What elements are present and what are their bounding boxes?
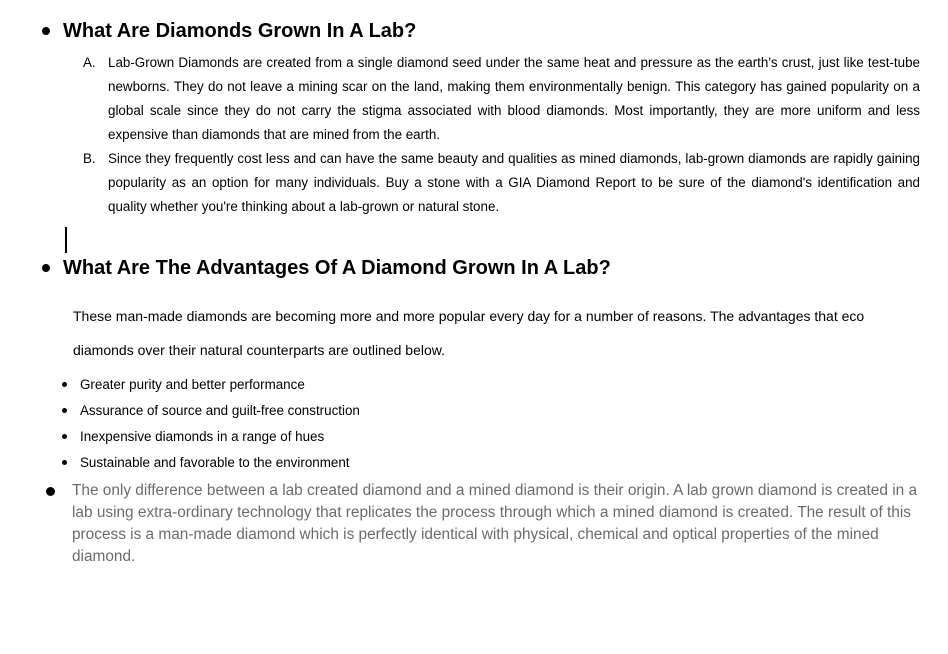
intro-paragraph[interactable] xyxy=(73,299,920,367)
heading-bullet-icon xyxy=(42,27,50,35)
advantage-text[interactable]: Inexpensive diamonds in a range of hues xyxy=(80,429,325,444)
list-item-a-label: A. xyxy=(83,55,96,70)
list-item-b-text[interactable]: Since they frequently cost less and can have the same beauty and qualities as mined diamonds, lab-grown diamonds are rapidly gaining popularity as an option for many individuals. Buy a stone with a GIA Diamond Report to be sure of the diamond's identification and quality whether you're thinking about a lab-grown or natural stone. xyxy=(108,151,920,214)
bullet-icon xyxy=(62,434,67,439)
section2-heading-row xyxy=(42,256,920,280)
advantage-text[interactable]: Assurance of source and guilt-free construction xyxy=(80,403,360,418)
text-cursor-caret xyxy=(65,227,67,253)
note-row xyxy=(42,480,920,568)
list-item xyxy=(42,424,920,450)
empty-line[interactable] xyxy=(42,227,920,253)
advantage-text[interactable]: Sustainable and favorable to the environment xyxy=(80,455,350,470)
heading-bullet-icon xyxy=(42,264,50,272)
bullet-icon xyxy=(62,382,67,387)
list-item xyxy=(42,372,920,398)
list-item-a xyxy=(42,51,920,147)
bullet-icon xyxy=(62,408,67,413)
intro-line-2: diamonds over their natural counterparts are outlined below. xyxy=(73,342,445,358)
section2-heading[interactable]: What Are The Advantages Of A Diamond Grown In A Lab? xyxy=(63,257,611,279)
advantage-text[interactable]: Greater purity and better performance xyxy=(80,377,305,392)
advantages-list xyxy=(42,372,920,476)
list-item-b-label: B. xyxy=(83,151,96,166)
intro-line-1: These man-made diamonds are becoming more and more popular every day for a number of reasons. The advantages that eco xyxy=(73,308,865,324)
alpha-list xyxy=(42,51,920,219)
list-item-b xyxy=(42,147,920,219)
list-item xyxy=(42,450,920,476)
section1-heading-row xyxy=(42,19,920,43)
list-item xyxy=(42,398,920,424)
note-paragraph[interactable]: The only difference between a lab created diamond and a mined diamond is their origin. A lab grown diamond is created in a lab using extra-ordinary technology that replicates the process through which a mined diamond is created. The result of this process is a man-made diamond which is perfectly identical with physical, chemical and optical properties of the mined diamond. xyxy=(72,482,918,565)
bullet-icon xyxy=(62,460,67,465)
section1-heading[interactable]: What Are Diamonds Grown In A Lab? xyxy=(63,20,417,42)
bullet-icon xyxy=(46,487,55,496)
list-item-a-text[interactable]: Lab-Grown Diamonds are created from a single diamond seed under the same heat and pressure as the earth's crust, just like test-tube newborns. They do not leave a mining scar on the land, making them environmentally benign. This category has gained popularity on a global scale since they do not carry the stigma associated with blood diamonds. Most importantly, they are more uniform and less expensive than diamonds that are mined from the earth. xyxy=(108,55,920,142)
